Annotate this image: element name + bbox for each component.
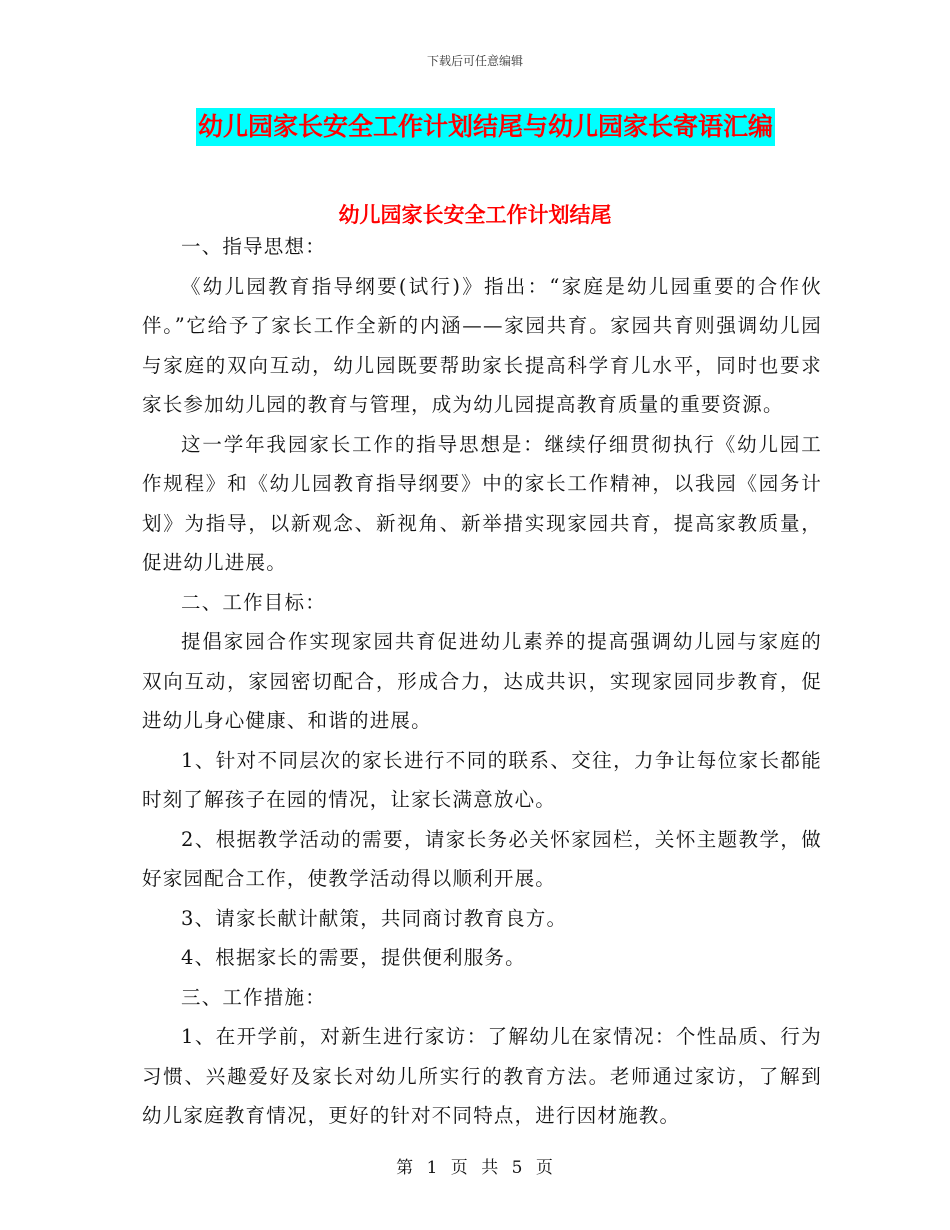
section-title: 幼儿园家长安全工作计划结尾 [338, 203, 612, 227]
header-note: 下载后可任意编辑 [426, 54, 523, 68]
list-item: 4、根据家长的需要，提供便利服务。 [181, 946, 526, 969]
footer-page-word: 页 [450, 1158, 469, 1178]
total-pages-number: 5 [511, 1158, 524, 1178]
current-page-number: 1 [426, 1158, 439, 1178]
paragraph: 提倡家园合作实现家园共育促进幼儿素养的提高强调幼儿园与家庭的双向互动，家园密切配合，形成合力，达成共识，实现家园同步教育，促进幼儿身心健康、和谐的进展。 [142, 630, 822, 732]
list-item: 3、请家长献计献策，共同商讨教育良方。 [181, 906, 568, 930]
heading-guiding-thought: 一、指导思想： [181, 235, 326, 258]
document-body [142, 227, 822, 1136]
page-footer [0, 1153, 950, 1178]
footer-prefix: 第 [396, 1158, 415, 1178]
list-item: 1、在开学前，对新生进行家访：了解幼儿在家情况：个性品质、行为习惯、兴趣爱好及家长对幼儿所实行的教育方法。老师通过家访，了解到幼儿家庭教育情况，更好的针对不同特点，进行因材施教。 [142, 1025, 822, 1127]
footer-total-prefix: 共 [481, 1158, 500, 1178]
heading-work-goals: 二、工作目标： [181, 590, 326, 614]
paragraph: 这一学年我园家长工作的指导思想是：继续仔细贯彻执行《幼儿园工作规程》和《幼儿园教育指导纲要》中的家长工作精神，以我园《园务计划》为指导，以新观念、新视角、新举措实现家园共育，提高家教质量，促进幼儿进展。 [142, 432, 822, 574]
paragraph: 《幼儿园教育指导纲要(试行)》指出：“家庭是幼儿园重要的合作伙伴。”它给予了家长工作全新的内涵——家园共育。家园共育则强调幼儿园与家庭的双向互动，幼儿园既要帮助家长提高科学育儿水平，同时也要求家长参加幼儿园的教育与管理，成为幼儿园提高教育质量的重要资源。 [142, 274, 822, 416]
heading-work-measures: 三、工作措施： [181, 985, 326, 1009]
document-title: 幼儿园家长安全工作计划结尾与幼儿园家长寄语汇编 [196, 108, 775, 146]
list-item: 2、根据教学活动的需要，请家长务必关怀家园栏，关怀主题教学，做好家园配合工作，使教学活动得以顺利开展。 [142, 827, 822, 890]
list-item: 1、针对不同层次的家长进行不同的联系、交往，力争让每位家长都能时刻了解孩子在园的情况，让家长满意放心。 [142, 748, 822, 811]
footer-suffix: 页 [535, 1158, 554, 1178]
